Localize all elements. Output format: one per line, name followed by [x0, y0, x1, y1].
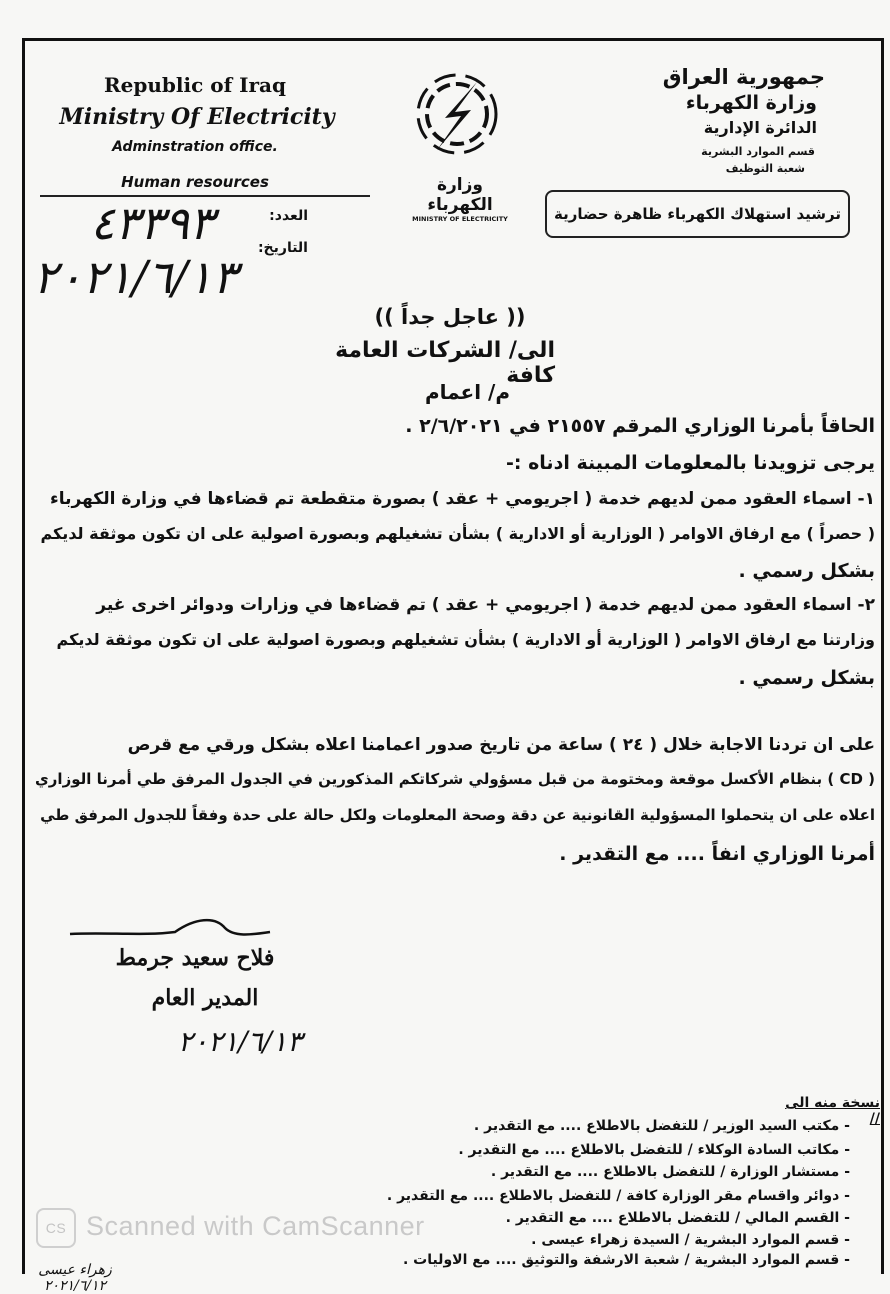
cc-item-2: - مكاتب السادة الوكلاء / للتفضل بالاطلاع .... مع التقدير .	[458, 1142, 850, 1158]
header-en-department: Human resources	[121, 173, 269, 191]
body-line-5: بشكل رسمي .	[738, 560, 875, 582]
body-line-1: الحاقاً بأمرنا الوزاري المرقم ٢١٥٥٧ في ٢/٦/٢٠٢١ .	[405, 415, 875, 437]
header-ar-department: قسم الموارد البشرية	[701, 145, 815, 158]
scanner-watermark	[36, 1208, 425, 1248]
ref-date-label: التاريخ:	[257, 240, 308, 256]
body-line-4: ( حصراً ) مع ارفاق الاوامر ( الوزارية أو الادارية ) بشأن تشغيلهم وبصورة اصولية على ان تكون موثقة لديكم	[40, 524, 875, 543]
header-ar-country: جمهورية العراق	[662, 65, 825, 89]
body-line-8: بشكل رسمي .	[738, 667, 875, 689]
signature-name: فلاح سعيد جرمط	[115, 945, 275, 971]
ref-number-label: العدد:	[269, 208, 308, 224]
camscanner-icon: CS	[36, 1208, 76, 1248]
body-line-2: يرجى تزويدنا بالمعلومات المبينة ادناه :-	[505, 452, 875, 474]
cc-header: نسخة منه الى //	[785, 1095, 880, 1127]
urgent-label: (( عاجل جداً ))	[374, 305, 526, 329]
logo-english-name: MINISTRY OF ELECTRICITY	[412, 215, 508, 223]
header-en-ministry: Ministry Of Electricity	[59, 104, 335, 130]
header-en-country: Republic of Iraq	[104, 73, 286, 97]
ministry-logo	[405, 68, 515, 223]
slogan-text: ترشيد استهلاك الكهرباء ظاهرة حضارية	[553, 205, 842, 223]
slogan-box	[545, 190, 850, 238]
body-line-3: ١- اسماء العقود ممن لديهم خدمة ( اجريومي + عقد ) بصورة متقطعة تم قضاءها في وزارة الكهرباء	[50, 489, 875, 509]
recipient: الى/ الشركات العامة كافة	[335, 338, 555, 388]
body-line-10: ( CD ) بنظام الأكسل موقعة ومختومة من قبل مسؤولي شركاتكم المذكورين في الجدول المرفق طي أمرنا الوزاري	[35, 770, 875, 788]
cc-item-3: - مستشار الوزارة / للتفضل بالاطلاع .... مع التقدير .	[490, 1164, 850, 1180]
header-ar-section: شعبة التوظيف	[725, 162, 805, 175]
signature-title: المدير العام	[151, 985, 259, 1011]
body-line-7: وزارتنا مع ارفاق الاوامر ( الوزارية أو الادارية ) بشأن تشغيلهم وبصورة اصولية على ان تكون موثقة لديكم	[56, 630, 875, 649]
ref-number-value: ٤٣٣٩٣	[90, 196, 214, 250]
body-line-6: ٢- اسماء العقود ممن لديهم خدمة ( اجريومي + عقد ) تم قضاءها في وزارات ودوائر اخرى غير	[96, 595, 875, 615]
cc-item-6: - قسم الموارد البشرية / السيدة زهراء عيسى .	[531, 1232, 850, 1248]
ref-date-value: ٢٠٢١/٦/١٣	[33, 250, 237, 304]
body-line-11: اعلاه على ان يتحملوا المسؤولية القانونية عن دقة وصحة المعلومات ولكل حالة على حدة وفقاً للجدول المرفق طي	[40, 806, 875, 824]
watermark-text: Scanned with CamScanner	[86, 1211, 425, 1242]
header-ar-directorate: الدائرة الإدارية	[703, 118, 817, 137]
lightning-circle-icon	[405, 68, 515, 163]
subject-line: م/ اعمام	[424, 380, 510, 404]
cc-item-4: - دوائر واقسام مقر الوزارة كافة / للتفضل بالاطلاع .... مع التقدير .	[386, 1188, 850, 1204]
cc-item-1: - مكتب السيد الوزير / للتفضل بالاطلاع .... مع التقدير .	[473, 1118, 850, 1134]
cc-footer-note: زهراء عيسى ٢٠٢١/٦/١٢	[38, 1262, 112, 1294]
body-line-9: على ان تردنا الاجابة خلال ( ٢٤ ) ساعة من تاريخ صدور اعمامنا اعلاه بشكل ورقي مع قرص	[127, 735, 875, 755]
cc-item-7: - قسم الموارد البشرية / شعبة الارشفة والتوثيق .... مع الاوليات .	[402, 1252, 850, 1268]
logo-arabic-name: وزارة الكهرباء	[427, 175, 493, 215]
header-en-office: Adminstration office.	[112, 139, 278, 155]
header-ar-ministry: وزارة الكهرباء	[685, 92, 817, 114]
cc-item-5: - القسم المالي / للتفضل بالاطلاع .... مع التقدير .	[505, 1210, 850, 1226]
signature-date: ٢٠٢١/٦/١٣	[177, 1025, 303, 1058]
body-line-12: أمرنا الوزاري انفاً .... مع التقدير .	[559, 843, 875, 865]
